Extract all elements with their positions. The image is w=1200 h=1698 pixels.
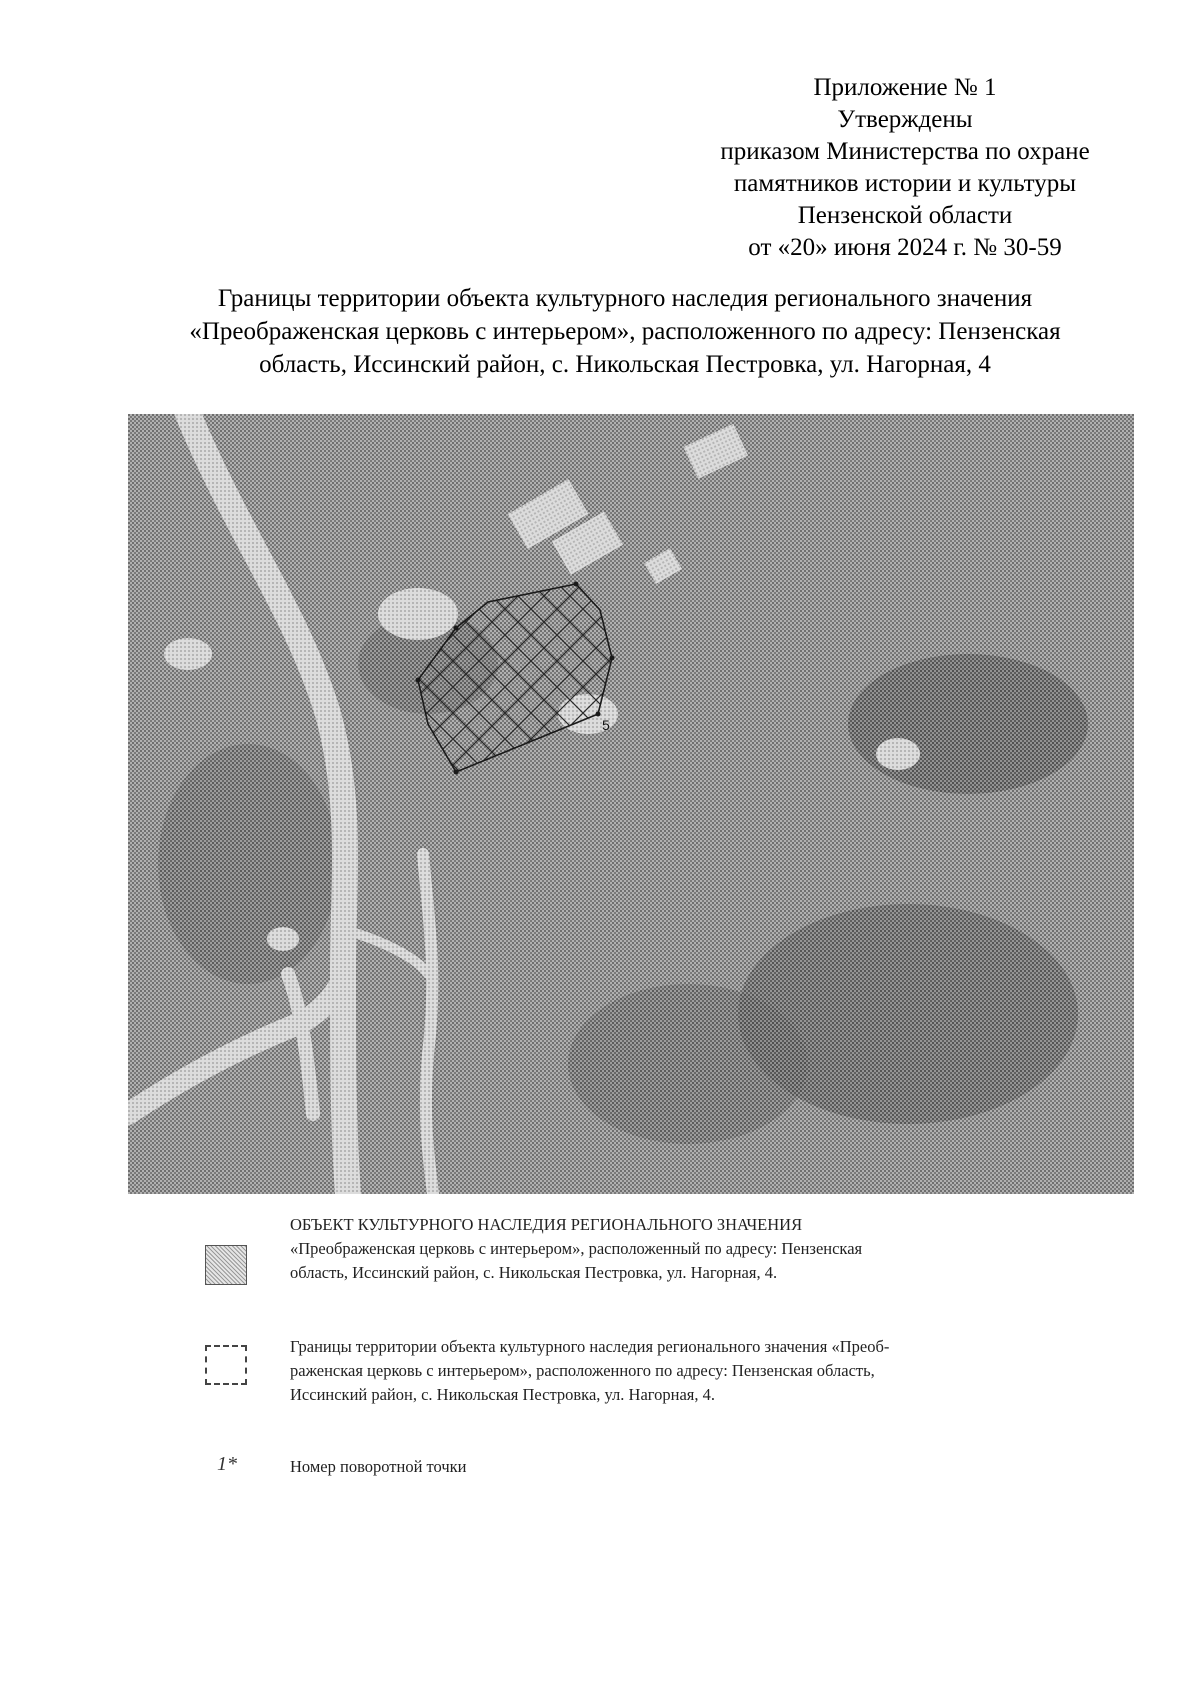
legend-object-line-1: ОБЪЕКТ КУЛЬТУРНОГО НАСЛЕДИЯ РЕГИОНАЛЬНОГО ЗНАЧЕНИЯ — [290, 1215, 803, 1234]
turning-point-label: 5 — [602, 717, 610, 733]
legend-point-label: Номер поворотной точки — [290, 1457, 467, 1476]
aerial-map — [128, 414, 1134, 1194]
legend-object-line-3: область, Иссинский район, с. Никольская Пестровка, ул. Нагорная, 4. — [290, 1263, 778, 1282]
legend-object-text — [290, 1213, 1040, 1285]
title-line-1: Границы территории объекта культурного наследия регионального значения — [217, 285, 1033, 312]
legend-boundary-line-2: раженская церковь с интерьером», расположенного по адресу: Пензенская область, — [290, 1361, 875, 1380]
turning-point — [596, 712, 601, 717]
turning-point — [416, 678, 421, 683]
turning-point — [454, 770, 459, 775]
map-svg — [128, 414, 1134, 1194]
approval-block — [690, 72, 1120, 264]
appendix-number: Приложение № 1 — [813, 74, 997, 101]
title-line-3: область, Иссинский район, с. Никольская Пестровка, ул. Нагорная, 4 — [259, 351, 991, 378]
point-symbol: 1* — [217, 1453, 237, 1475]
legend-boundary-line-1: Границы территории объекта культурного наследия регионального значения «Преоб- — [290, 1337, 890, 1356]
document-title — [120, 282, 1130, 381]
approved-label: Утверждены — [837, 106, 973, 133]
legend-boundary-line-3: Иссинский район, с. Никольская Пестровка, ул. Нагорная, 4. — [290, 1385, 715, 1404]
turning-point — [454, 626, 459, 631]
turning-point — [574, 582, 579, 587]
approving-authority-line3: Пензенской области — [797, 202, 1013, 229]
title-line-2: «Преображенская церковь с интерьером», расположенного по адресу: Пензенская — [189, 318, 1061, 345]
legend-boundary-text — [290, 1335, 1040, 1407]
legend-point-text — [290, 1455, 1040, 1479]
boundary-swatch — [205, 1345, 247, 1385]
object-swatch — [205, 1245, 247, 1285]
legend-object-line-2: «Преображенская церковь с интерьером», расположенный по адресу: Пензенская — [290, 1239, 863, 1258]
order-date-number: от «20» июня 2024 г. № 30-59 — [748, 234, 1062, 261]
approving-authority-line2: памятников истории и культуры — [733, 170, 1077, 197]
turning-point — [610, 656, 615, 661]
approving-authority-line1: приказом Министерства по охране — [720, 138, 1090, 165]
